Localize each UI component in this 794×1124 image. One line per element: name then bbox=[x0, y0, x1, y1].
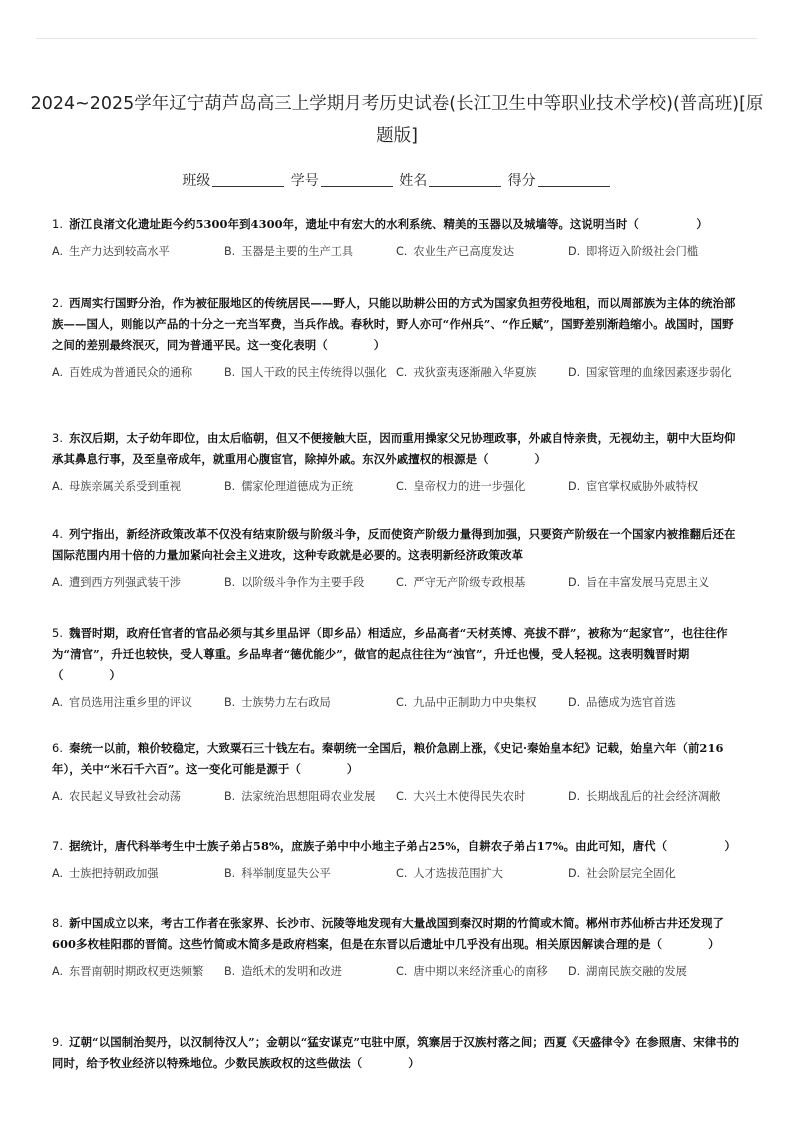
question-7 bbox=[52, 836, 742, 882]
option-letter: A. bbox=[52, 790, 64, 803]
answer-options bbox=[52, 963, 742, 980]
option-a[interactable] bbox=[52, 478, 224, 495]
question-text: 新中国成立以来，考古工作者在张家界、长沙市、沅陵等地发现有大量战国到秦汉时期的竹简或木简。郴州市苏仙桥古井还发现了600多枚桂阳郡的晋简。这些竹简或木简多是政府档案，但是在东晋以后遗址中几乎没有出现。相关原因解读合理的是（ ） bbox=[52, 916, 725, 951]
page-title: 2024~2025学年辽宁葫芦岛高三上学期月考历史试卷(长江卫生中等职业技术学校)(普高班)[原题版] bbox=[30, 94, 764, 146]
option-text: 社会阶层完全固化 bbox=[586, 867, 676, 880]
question-text: 秦统一以前，粮价较稳定，大致粟石三十钱左右。秦朝统一全国后，粮价急剧上涨，《史记·秦始皇本纪》记载，始皇六年（前216年），关中“米石千六百”。这一变化可能是源于（ ） bbox=[52, 741, 724, 776]
option-letter: C. bbox=[396, 790, 408, 803]
option-text: 科举制度显失公平 bbox=[241, 867, 331, 880]
option-text: 士族势力左右政局 bbox=[241, 696, 331, 709]
option-letter: D. bbox=[568, 245, 581, 258]
option-b[interactable] bbox=[224, 574, 396, 591]
option-letter: D. bbox=[568, 965, 581, 978]
option-text: 品德成为选官首选 bbox=[586, 696, 676, 709]
answer-options bbox=[52, 364, 742, 381]
option-text: 造纸术的发明和改进 bbox=[241, 965, 342, 978]
option-a[interactable] bbox=[52, 574, 224, 591]
option-letter: A. bbox=[52, 480, 64, 493]
option-c[interactable] bbox=[396, 865, 568, 882]
question-8 bbox=[52, 913, 742, 980]
question-number: 4. bbox=[52, 527, 64, 541]
option-text: 皇帝权力的进一步强化 bbox=[413, 480, 526, 493]
option-text: 严守无产阶级专政根基 bbox=[413, 576, 526, 589]
option-letter: A. bbox=[52, 867, 64, 880]
option-a[interactable] bbox=[52, 963, 224, 980]
option-b[interactable] bbox=[224, 364, 396, 381]
question-6 bbox=[52, 738, 742, 805]
option-d[interactable] bbox=[568, 788, 740, 805]
question-number: 5. bbox=[52, 626, 64, 640]
question-stem bbox=[52, 214, 742, 235]
option-c[interactable] bbox=[396, 478, 568, 495]
option-d[interactable] bbox=[568, 364, 740, 381]
option-text: 法家统治思想阻碍农业发展 bbox=[241, 790, 376, 803]
question-9 bbox=[52, 1032, 742, 1074]
question-number: 3. bbox=[52, 431, 64, 445]
option-letter: C. bbox=[396, 480, 408, 493]
option-letter: D. bbox=[568, 696, 581, 709]
class-label: 班级 bbox=[182, 173, 211, 189]
option-d[interactable] bbox=[568, 574, 740, 591]
option-text: 玉器是主要的生产工具 bbox=[241, 245, 354, 258]
option-letter: B. bbox=[224, 480, 236, 493]
option-letter: B. bbox=[224, 790, 236, 803]
option-letter: D. bbox=[568, 576, 581, 589]
option-text: 东晋南朝时期政权更迭频繁 bbox=[69, 965, 204, 978]
option-b[interactable] bbox=[224, 963, 396, 980]
option-text: 戎狄蛮夷逐渐融入华夏族 bbox=[413, 366, 537, 379]
student-id-blank[interactable] bbox=[321, 172, 393, 187]
option-letter: B. bbox=[224, 696, 236, 709]
option-letter: C. bbox=[396, 867, 408, 880]
option-text: 国人干政的民主传统得以强化 bbox=[241, 366, 387, 379]
option-text: 国家管理的血缘因素逐步弱化 bbox=[586, 366, 732, 379]
option-letter: A. bbox=[52, 965, 64, 978]
question-text: 东汉后期，太子幼年即位，由太后临朝，但又不便接触大臣，因而重用操家父兄协理政事，外戚自恃亲贵，无视幼主，朝中大臣均仰承其鼻息行事，及至皇帝成年，就重用心腹宦官，除掉外戚。东汉外戚擅权的根源是（ ） bbox=[52, 431, 736, 466]
option-letter: B. bbox=[224, 245, 236, 258]
option-letter: C. bbox=[396, 245, 408, 258]
question-text: 列宁指出，新经济政策改革不仅没有结束阶级与阶级斗争，反而使资产阶级力量得到加强，只要资产阶级在一个国家内被推翻后还在国际范围内用十倍的力量加紧向社会主义进攻，这种专政就是必要的。这表明新经济政策改革 bbox=[52, 527, 736, 562]
question-2 bbox=[52, 293, 742, 381]
option-text: 人才选拔范围扩大 bbox=[413, 867, 503, 880]
option-letter: A. bbox=[52, 366, 64, 379]
name-label: 姓名 bbox=[399, 173, 428, 189]
question-text: 辽朝“以国制治契丹，以汉制待汉人”；金朝以“猛安谋克”屯驻中原，筑寨居于汉族村落之间；西夏《天盛律令》在参照唐、宋律书的同时，给予牧业经济以特殊地位。少数民族政权的这些做法（ ） bbox=[52, 1035, 740, 1070]
class-blank[interactable] bbox=[212, 172, 284, 187]
option-c[interactable] bbox=[396, 788, 568, 805]
question-number: 2. bbox=[52, 296, 64, 310]
option-text: 旨在丰富发展马克思主义 bbox=[586, 576, 710, 589]
option-text: 唐中期以来经济重心的南移 bbox=[413, 965, 548, 978]
option-b[interactable] bbox=[224, 694, 396, 711]
question-3 bbox=[52, 428, 742, 495]
option-text: 生产力达到较高水平 bbox=[69, 245, 170, 258]
option-c[interactable] bbox=[396, 243, 568, 260]
option-c[interactable] bbox=[396, 364, 568, 381]
question-text: 据统计，唐代科举考生中士族子弟占58%，庶族子弟中中小地主子弟占25%，自耕农子弟占17%。由此可知，唐代（ ） bbox=[69, 839, 737, 853]
option-text: 宦官掌权威胁外戚特权 bbox=[586, 480, 699, 493]
option-d[interactable] bbox=[568, 478, 740, 495]
option-letter: D. bbox=[568, 790, 581, 803]
option-c[interactable] bbox=[396, 694, 568, 711]
score-blank[interactable] bbox=[538, 172, 610, 187]
option-letter: B. bbox=[224, 965, 236, 978]
option-b[interactable] bbox=[224, 788, 396, 805]
option-letter: B. bbox=[224, 366, 236, 379]
student-id-label: 学号 bbox=[290, 173, 319, 189]
option-a[interactable] bbox=[52, 865, 224, 882]
option-letter: A. bbox=[52, 245, 64, 258]
option-a[interactable] bbox=[52, 694, 224, 711]
option-text: 大兴土木使得民失农时 bbox=[413, 790, 526, 803]
option-letter: A. bbox=[52, 576, 64, 589]
option-text: 即将迈入阶级社会门槛 bbox=[586, 245, 699, 258]
question-number: 6. bbox=[52, 741, 64, 755]
answer-options bbox=[52, 478, 742, 495]
option-text: 儒家伦理道德成为正统 bbox=[241, 480, 354, 493]
name-blank[interactable] bbox=[429, 172, 501, 187]
option-letter: C. bbox=[396, 696, 408, 709]
option-text: 母族亲属关系受到重视 bbox=[69, 480, 181, 493]
option-text: 农民起义导致社会动荡 bbox=[69, 790, 181, 803]
option-letter: D. bbox=[568, 480, 581, 493]
question-number: 1. bbox=[52, 217, 64, 231]
option-d[interactable] bbox=[568, 865, 740, 882]
option-b[interactable] bbox=[224, 243, 396, 260]
option-d[interactable] bbox=[568, 963, 740, 980]
option-letter: D. bbox=[568, 366, 581, 379]
question-stem bbox=[52, 1032, 742, 1074]
option-text: 遭到西方列强武装干涉 bbox=[69, 576, 181, 589]
option-text: 湖南民族交融的发展 bbox=[586, 965, 687, 978]
option-a[interactable] bbox=[52, 788, 224, 805]
option-text: 以阶级斗争作为主要手段 bbox=[241, 576, 365, 589]
option-a[interactable] bbox=[52, 243, 224, 260]
question-text: 西周实行国野分治，作为被征服地区的传统居民——野人，只能以助耕公田的方式为国家负担劳役地租，而以周部族为主体的统治部族——国人，则能以产品的十分之一充当军费，当兵作战。春秋时，野人亦可“作州兵”、“作丘赋”，国野差别渐趋缩小。战国时，国野之间的差别最终泯灭，同为普通平民。这一变化表明（ ） bbox=[52, 296, 736, 352]
student-info-line bbox=[0, 170, 794, 190]
question-4 bbox=[52, 524, 742, 591]
answer-options bbox=[52, 243, 742, 260]
answer-options bbox=[52, 865, 742, 882]
option-b[interactable] bbox=[224, 865, 396, 882]
option-letter: A. bbox=[52, 696, 64, 709]
question-stem bbox=[52, 913, 742, 955]
question-stem bbox=[52, 293, 742, 356]
option-a[interactable] bbox=[52, 364, 224, 381]
question-number: 7. bbox=[52, 839, 64, 853]
question-number: 9. bbox=[52, 1035, 64, 1049]
top-divider bbox=[36, 38, 758, 39]
option-letter: B. bbox=[224, 867, 236, 880]
option-text: 长期战乱后的社会经济凋敝 bbox=[586, 790, 721, 803]
option-text: 士族把持朝政加强 bbox=[69, 867, 159, 880]
answer-options bbox=[52, 788, 742, 805]
answer-options bbox=[52, 574, 742, 591]
option-c[interactable] bbox=[396, 963, 568, 980]
option-letter: C. bbox=[396, 965, 408, 978]
score-label: 得分 bbox=[507, 173, 536, 189]
option-text: 百姓成为普通民众的通称 bbox=[69, 366, 193, 379]
option-letter: C. bbox=[396, 366, 408, 379]
question-text: 魏晋时期，政府任官者的官品必须与其乡里品评（即乡品）相适应，乡品高者“天材英博、亮拔不群”，被称为“起家官”，也往往作为“清官”，升迁也较快，受人尊重。乡品卑者“德优能少”，做官的起点往往为“浊官”，升迁也慢，受人轻视。这表明魏晋时期（ ） bbox=[52, 626, 728, 682]
option-c[interactable] bbox=[396, 574, 568, 591]
question-5 bbox=[52, 623, 742, 711]
option-text: 农业生产已高度发达 bbox=[413, 245, 515, 258]
option-text: 官员选用注重乡里的评议 bbox=[69, 696, 193, 709]
question-stem bbox=[52, 524, 742, 566]
question-stem bbox=[52, 738, 742, 780]
question-1 bbox=[52, 214, 742, 260]
question-text: 浙江良渚文化遗址距今约5300年到4300年，遗址中有宏大的水利系统、精美的玉器以及城墙等。这说明当时（ ） bbox=[69, 217, 708, 231]
option-letter: C. bbox=[396, 576, 408, 589]
option-text: 九品中正制助力中央集权 bbox=[413, 696, 537, 709]
option-d[interactable] bbox=[568, 694, 740, 711]
question-stem bbox=[52, 428, 742, 470]
question-number: 8. bbox=[52, 916, 64, 930]
answer-options bbox=[52, 694, 742, 711]
option-b[interactable] bbox=[224, 478, 396, 495]
question-stem bbox=[52, 623, 742, 686]
question-stem bbox=[52, 836, 742, 857]
option-letter: B. bbox=[224, 576, 236, 589]
option-letter: D. bbox=[568, 867, 581, 880]
option-d[interactable] bbox=[568, 243, 740, 260]
